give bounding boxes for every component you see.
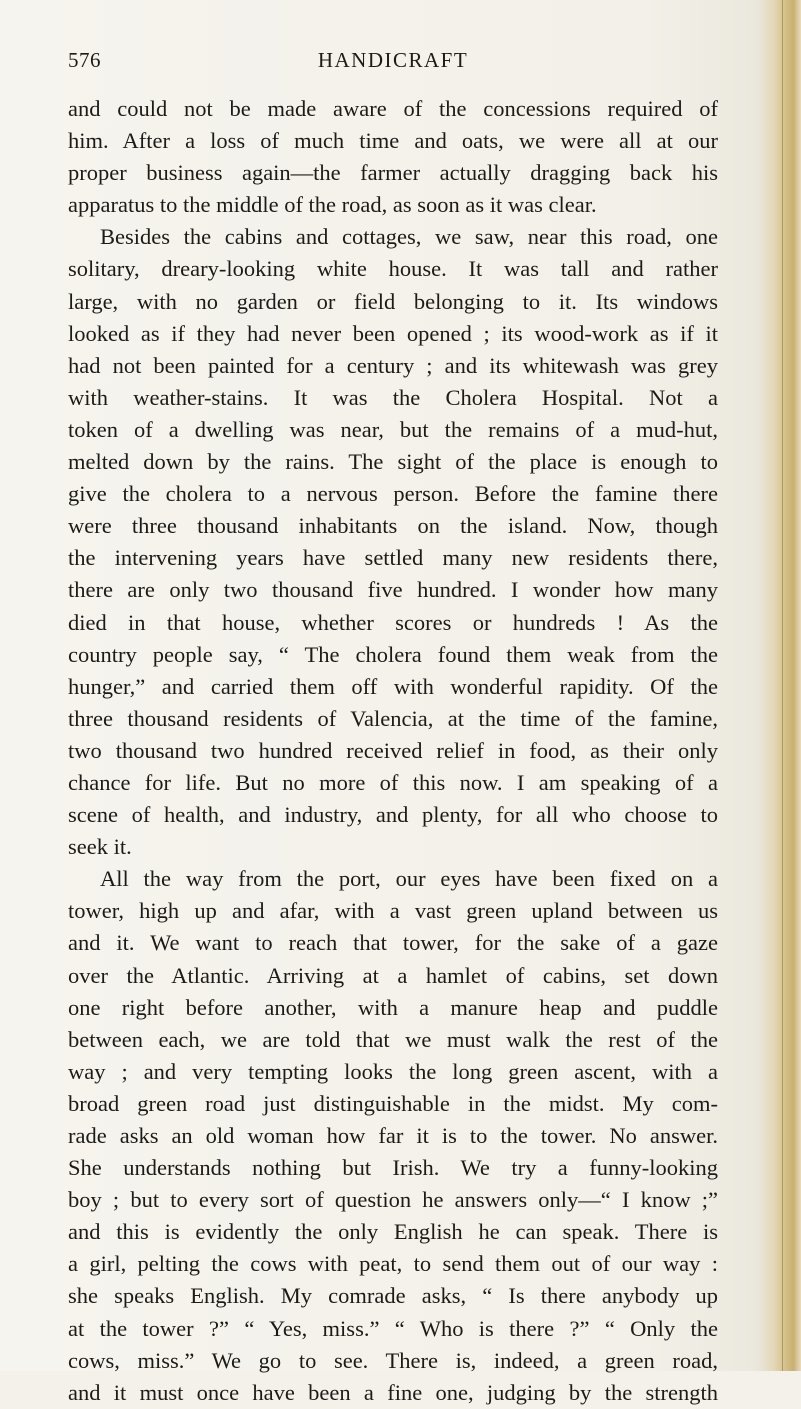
text-line: apparatus to the middle of the road, as soon as it was clear. (68, 192, 597, 218)
text-line: tower, high up and afar, with a vast green upland between us (68, 898, 718, 924)
text-line: proper business again—the farmer actually dragging back his (68, 160, 718, 186)
text-line: a girl, pelting the cows with peat, to send them out of our way : (68, 1251, 718, 1277)
text-line: died in that house, whether scores or hundreds ! As the (68, 609, 718, 635)
text-line: two thousand two hundred received relief in food, as their only (68, 737, 718, 763)
text-line: and this is evidently the only English he can speak. There is (68, 1219, 718, 1245)
text-line: and it. We want to reach that tower, for the sake of a gaze (68, 930, 718, 956)
text-line: hunger,” and carried them off with wonderful rapidity. Of the (68, 673, 718, 699)
text-line: there are only two thousand five hundred. I wonder how many (68, 577, 718, 603)
text-line: token of a dwelling was near, but the remains of a mud-hut, (68, 416, 718, 442)
page-gutter-shadow (759, 0, 801, 1371)
page-header (68, 48, 718, 78)
running-head: HANDICRAFT (317, 48, 469, 72)
text-line: were three thousand inhabitants on the island. Now, though (68, 513, 718, 539)
text-line: Besides the cabins and cottages, we saw, near this road, one (100, 224, 718, 250)
text-line: cows, miss.” We go to see. There is, indeed, a green road, (68, 1347, 718, 1373)
text-line: three thousand residents of Valencia, at the time of the famine, (68, 705, 718, 731)
text-line: and it must once have been a fine one, judging by the strength (68, 1379, 718, 1405)
text-line: one right before another, with a manure heap and puddle (68, 994, 718, 1020)
text-line: the intervening years have settled many new residents there, (68, 545, 718, 571)
text-line: him. After a loss of much time and oats, we were all at our (68, 128, 718, 154)
text-line: broad green road just distinguishable in the midst. My com- (68, 1090, 718, 1116)
text-line: country people say, “ The cholera found them weak from the (68, 641, 718, 667)
text-line: between each, we are told that we must walk the rest of the (68, 1026, 718, 1052)
text-line: way ; and very tempting looks the long green ascent, with a (68, 1058, 718, 1084)
text-line: looked as if they had never been opened ; its wood-work as if it (68, 320, 718, 346)
text-line: had not been painted for a century ; and its whitewash was grey (68, 352, 718, 378)
text-line: over the Atlantic. Arriving at a hamlet of cabins, set down (68, 962, 718, 988)
text-line: rade asks an old woman how far it is to the tower. No answer. (68, 1123, 718, 1148)
text-line: give the cholera to a nervous person. Before the famine there (68, 481, 718, 507)
page-number: 576 (68, 48, 101, 72)
text-line: chance for life. But no more of this now. I am speaking of a (68, 769, 718, 795)
text-line: melted down by the rains. The sight of the place is enough to (68, 449, 718, 475)
binding-edge (782, 0, 783, 1371)
text-line: All the way from the port, our eyes have been fixed on a (100, 866, 718, 892)
text-line: boy ; but to every sort of question he answers only—“ I know ;” (68, 1187, 718, 1213)
text-line: scene of health, and industry, and plenty, for all who choose to (68, 802, 718, 828)
text-line: with weather-stains. It was the Cholera Hospital. Not a (68, 384, 718, 410)
text-line: seek it. (68, 834, 132, 860)
text-line: at the tower ?” “ Yes, miss.” “ Who is there ?” “ Only the (68, 1315, 718, 1341)
text-line: she speaks English. My comrade asks, “ Is there anybody up (68, 1283, 718, 1309)
text-line: She understands nothing but Irish. We try a funny-looking (68, 1155, 718, 1181)
body-text (68, 93, 718, 1409)
text-line: large, with no garden or field belonging to it. Its windows (68, 288, 718, 314)
text-line: solitary, dreary-looking white house. It was tall and rather (68, 256, 718, 282)
text-line: and could not be made aware of the concessions required of (68, 96, 718, 121)
